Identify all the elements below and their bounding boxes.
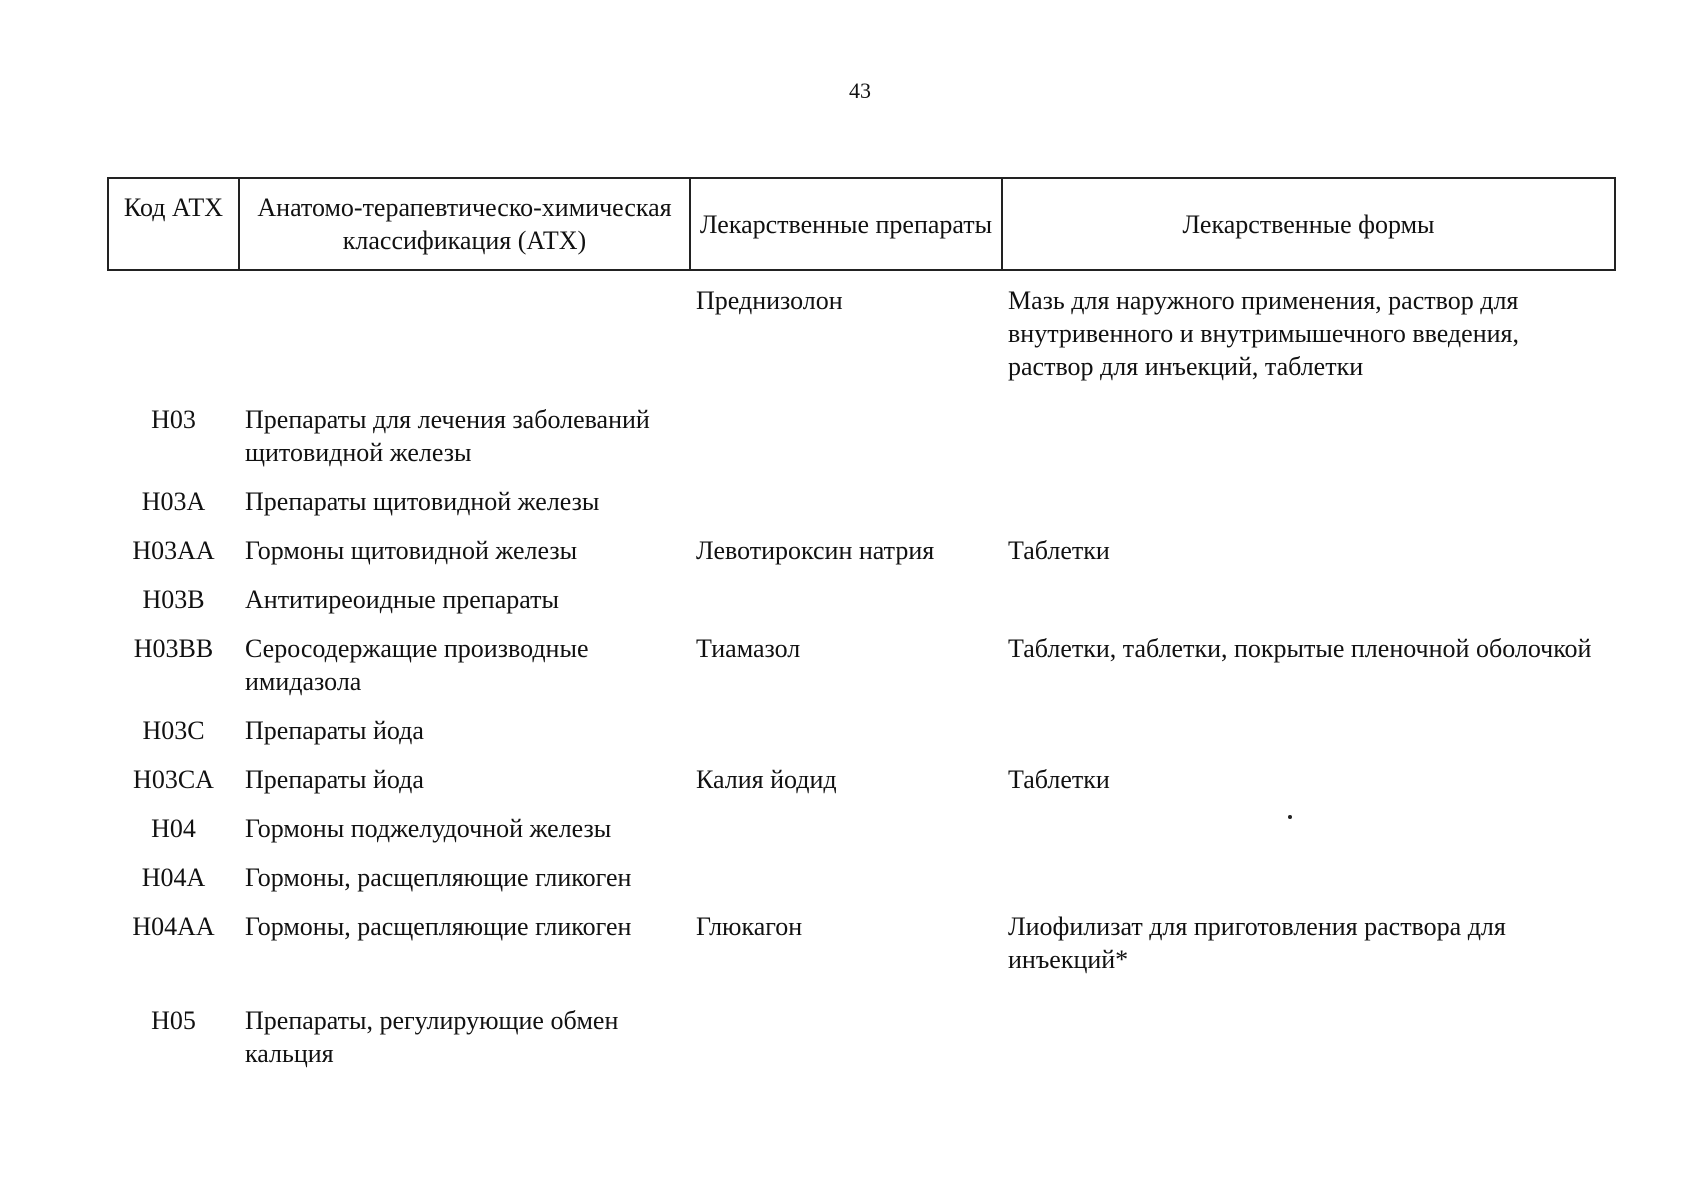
dosage-forms (1002, 1004, 1615, 1086)
drug-name: Глюкагон (696, 912, 803, 941)
table-row (108, 861, 1615, 910)
table-row (108, 632, 1615, 714)
drug-name (690, 583, 1002, 632)
atc-code: H03BB (133, 634, 214, 663)
atc-code: H04 (151, 814, 196, 843)
table-row (108, 910, 1615, 1004)
table-row (108, 763, 1615, 812)
atc-classification: Препараты щитовидной железы (245, 487, 600, 516)
atc-table (107, 177, 1616, 1086)
table-row (108, 534, 1615, 583)
table-row (108, 812, 1615, 861)
drug-name: Тиамазол (696, 634, 801, 663)
drug-name (690, 812, 1002, 861)
dosage-forms (1002, 861, 1615, 910)
atc-code: H03AA (132, 536, 215, 565)
atc-classification: Гормоны, расщепляющие гликоген (245, 912, 632, 941)
dosage-forms (1002, 714, 1615, 763)
dosage-forms (1002, 403, 1615, 485)
atc-code: H03C (142, 716, 205, 745)
dosage-forms: Таблетки (1008, 536, 1110, 565)
table-row (108, 1004, 1615, 1086)
atc-code: H03CA (133, 765, 214, 794)
header-classification: Анатомо-терапевтическо-химическая классификация (АТХ) (239, 178, 690, 270)
atc-classification: Серосодержащие производные имидазола (245, 634, 589, 696)
atc-classification (239, 270, 690, 403)
atc-code: H05 (151, 1006, 196, 1035)
dosage-forms (1002, 812, 1615, 861)
atc-code: H04AA (132, 912, 215, 941)
drug-name (690, 714, 1002, 763)
dosage-forms (1002, 485, 1615, 534)
atc-code: H03 (151, 405, 196, 434)
table-row (108, 270, 1615, 403)
table-header (108, 178, 1615, 270)
header-code: Код АТХ (108, 178, 239, 270)
scan-speck (1288, 815, 1292, 819)
atc-classification: Антитиреоидные препараты (245, 585, 559, 614)
drug-name: Преднизолон (696, 286, 843, 315)
drug-name: Калия йодид (696, 765, 837, 794)
header-forms: Лекарственные формы (1002, 178, 1615, 270)
table-body (108, 270, 1615, 1086)
table-row (108, 714, 1615, 763)
drug-name (690, 485, 1002, 534)
dosage-forms: Таблетки (1008, 765, 1110, 794)
header-drugs: Лекарственные препараты (690, 178, 1002, 270)
dosage-forms (1002, 583, 1615, 632)
dosage-forms: Таблетки, таблетки, покрытые пленочной оболочкой (1008, 634, 1592, 663)
atc-classification: Препараты, регулирующие обмен кальция (245, 1006, 619, 1068)
dosage-forms: Мазь для наружного применения, раствор для внутривенного и внутримышечного введения, раствор для инъекций, таблетки (1008, 286, 1519, 381)
atc-classification: Гормоны, расщепляющие гликоген (245, 863, 632, 892)
atc-code: H04A (141, 863, 206, 892)
atc-classification: Препараты йода (245, 716, 424, 745)
drug-name (690, 861, 1002, 910)
table-row (108, 485, 1615, 534)
atc-classification: Препараты для лечения заболеваний щитовидной железы (245, 405, 650, 467)
dosage-forms: Лиофилизат для приготовления раствора для инъекций* (1008, 912, 1506, 974)
drug-name: Левотироксин натрия (696, 536, 935, 565)
atc-classification: Гормоны щитовидной железы (245, 536, 578, 565)
drug-name (690, 1004, 1002, 1086)
header-row (108, 178, 1615, 270)
page-number: 43 (849, 78, 871, 103)
atc-classification: Препараты йода (245, 765, 424, 794)
table-row (108, 403, 1615, 485)
atc-code: H03A (141, 487, 206, 516)
atc-code: H03B (142, 585, 205, 614)
table-row (108, 583, 1615, 632)
atc-code (108, 270, 239, 403)
atc-classification: Гормоны поджелудочной железы (245, 814, 612, 843)
drug-name (690, 403, 1002, 485)
